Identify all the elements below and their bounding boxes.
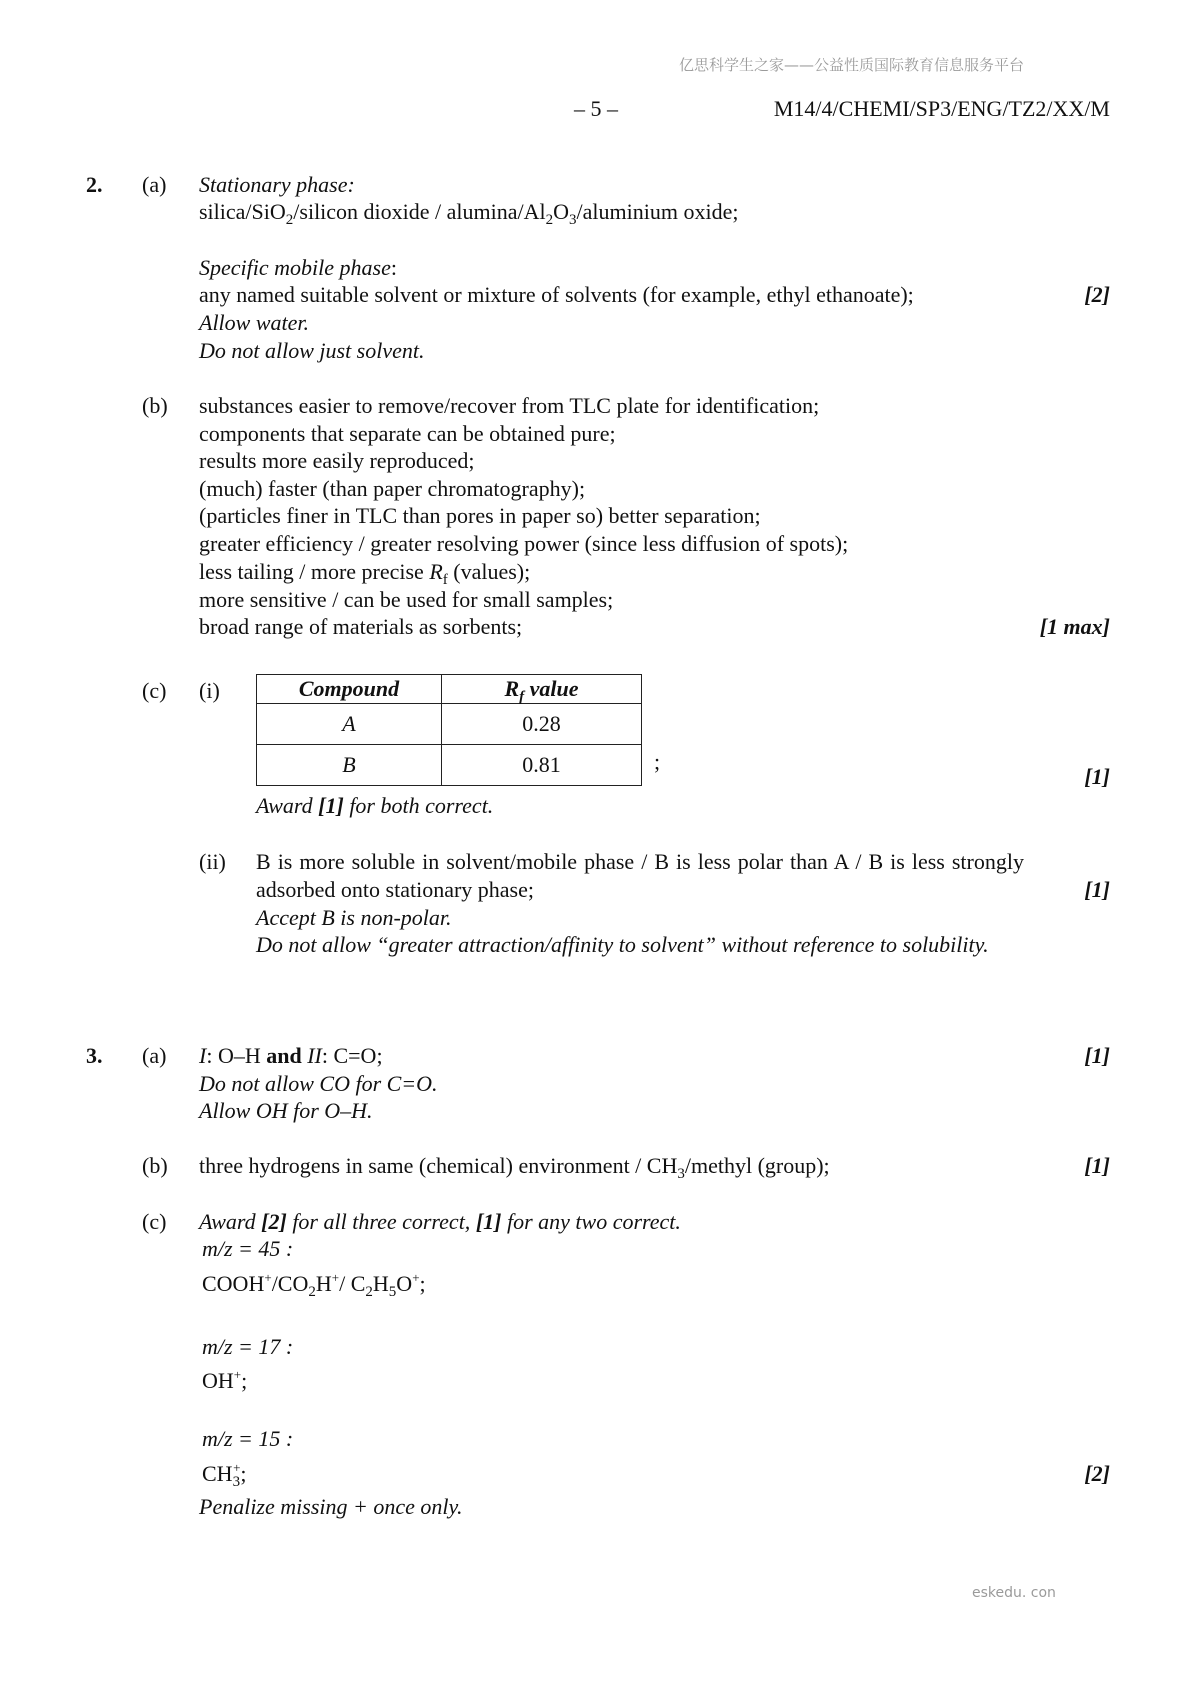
table-semicolon: ; [654,749,661,774]
q2cii-answer: B is more soluble in solvent/mobile phase / B is less polar than A / B is less strongly adsorbed onto stationary phase; [256,849,1024,902]
q3b-label: (b) [142,1153,168,1178]
q3c-note: Penalize missing + once only. [199,1494,463,1519]
table-header-compound: Compound [257,675,442,704]
q3c-mz15-label: m/z = 15 : [202,1426,294,1451]
q2b-label: (b) [142,393,168,418]
q2cii-note-attraction: Do not allow “greater attraction/affinity to solvent” without reference to solubility. [256,932,989,957]
rf-value-table [256,674,642,786]
q3b-answer: three hydrogens in same (chemical) environment / $CH_3$/methyl (group); [199,1153,830,1182]
q2b-line: results more easily reproduced; [199,448,475,473]
q2cii-note-nonpolar: Accept B is non-polar. [256,905,452,930]
q3c-mz17-answer: OH+; [202,1367,248,1393]
table-cell-value: 0.81 [442,744,642,785]
q2b-line: (particles finer in TLC than pores in paper so) better separation; [199,503,761,528]
q2ci-label: (i) [199,678,220,703]
q3c-mz45-label: m/z = 45 : [202,1236,294,1261]
question-number-2: 2. [86,172,103,197]
q2a-mobile-heading: Specific mobile phase: [199,255,397,280]
q2b-line: (much) faster (than paper chromatography); [199,476,586,501]
table-cell-compound: A [257,703,442,744]
table-row [257,703,642,744]
q3c-award: Award [2] for all three correct, [1] for any two correct. [199,1209,681,1234]
q3a-mark: [1] [1084,1043,1110,1068]
q3a-label: (a) [142,1043,167,1068]
q2b-mark: [1 max] [1039,614,1110,639]
q2b-line-rf: less tailing / more precise $R_f$ (values); [199,559,531,588]
q2ci-mark: [1] [1084,764,1110,789]
question-number-3: 3. [86,1043,103,1068]
q2a-stationary-heading: Stationary phase: [199,172,355,197]
q3b-mark: [1] [1084,1153,1110,1178]
q3a-answer: I: O–H and II: C=O; [199,1043,383,1068]
page-number: – 5 – [574,96,618,121]
table-header-rf: $R_f$ value [442,675,642,704]
q3c-mark: [2] [1084,1461,1110,1486]
q3c-mz17-label: m/z = 17 : [202,1334,294,1359]
q2a-note-solvent: Do not allow just solvent. [199,338,425,363]
paper-code: M14/4/CHEMI/SP3/ENG/TZ2/XX/M [773,96,1110,121]
q3c-mz45-answer: $COOH^+/CO_2H^+/$ $C_2H_5O^+$; [202,1270,426,1300]
q3a-note-oh: Allow OH for O–H. [199,1098,373,1123]
q2a-note-water: Allow water. [199,310,310,335]
table-header-row [257,675,642,704]
q2a-mobile-answer: any named suitable solvent or mixture of solvents (for example, ethyl ethanoate); [199,282,914,307]
table-cell-value: 0.28 [442,703,642,744]
q2a-stationary-answer: silica/SiO$_2$/silicon dioxide / alumina/$Al_2O_3$/aluminium oxide; [199,199,739,228]
q2a-label: (a) [142,172,167,197]
q2b-line: broad range of materials as sorbents; [199,614,523,639]
q3c-mz15-answer: $CH_3^+$; [202,1460,247,1490]
q2cii-label: (ii) [199,849,226,874]
table-cell-compound: B [257,744,442,785]
watermark-bottom: eskedu. con [972,1585,1056,1601]
q3a-note-co: Do not allow CO for C=O. [199,1071,438,1096]
q2ci-award: Award [1] for both correct. [256,793,494,818]
q2b-line: more sensitive / can be used for small samples; [199,587,614,612]
table-row [257,744,642,785]
q2cii-mark: [1] [1084,877,1110,902]
q2c-label: (c) [142,678,167,703]
q2b-line: components that separate can be obtained pure; [199,421,616,446]
q3c-label: (c) [142,1209,167,1234]
q2b-line: greater efficiency / greater resolving power (since less diffusion of spots); [199,531,849,556]
q2b-line: substances easier to remove/recover from TLC plate for identification; [199,393,820,418]
q2a-mark: [2] [1084,282,1110,307]
watermark-top: 亿思科学生之家——公益性质国际教育信息服务平台 [679,56,1025,74]
